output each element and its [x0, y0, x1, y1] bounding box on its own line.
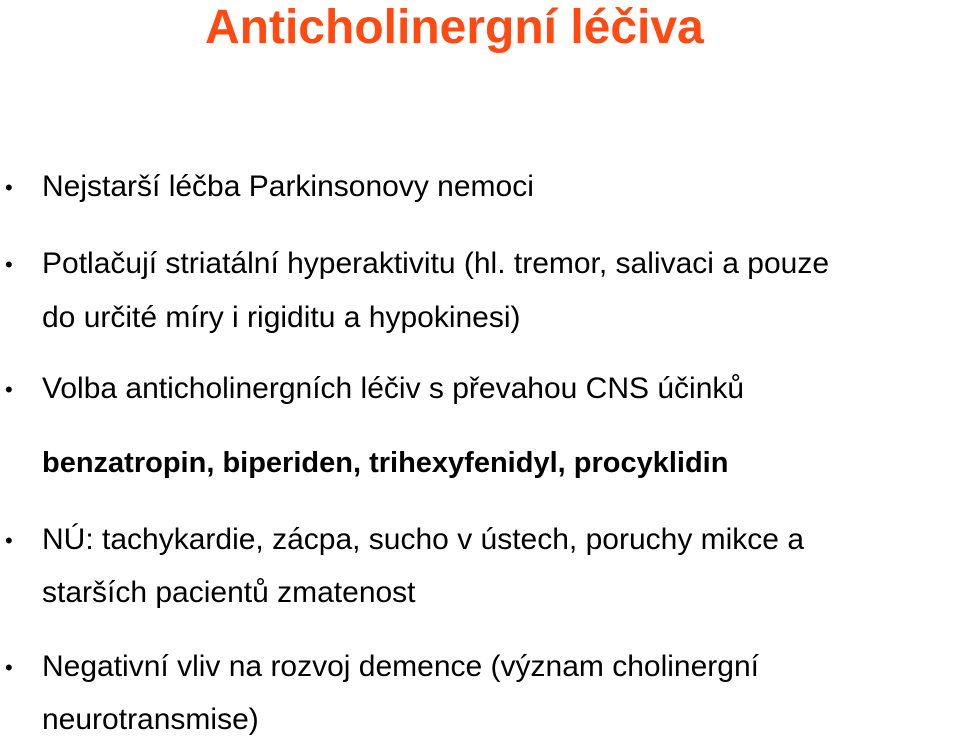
- bullet-text-continuation: neurotransmise): [42, 703, 259, 736]
- bullet-text: Negativní vliv na rozvoj demence (význam cholinergní: [42, 650, 759, 683]
- bullet-text: Volba anticholinergních léčiv s převahou CNS účinků: [42, 372, 745, 405]
- bullet-icon: •: [5, 175, 13, 200]
- bullet-icon: •: [5, 252, 13, 277]
- slide-title: Anticholinergní léčiva: [205, 1, 704, 54]
- bullet-text: Potlačují striatální hyperaktivitu (hl. tremor, salivaci a pouze: [42, 247, 830, 280]
- bullet-text: NÚ: tachykardie, zácpa, sucho v ústech, poruchy mikce a: [42, 523, 805, 556]
- bullet-icon: •: [5, 655, 13, 680]
- bullet-text-continuation: starších pacientů zmatenost: [42, 576, 416, 609]
- drug-list: benzatropin, biperiden, trihexyfenidyl, procyklidin: [42, 447, 729, 479]
- bullet-text: Nejstarší léčba Parkinsonovy nemoci: [42, 170, 534, 203]
- bullet-text-continuation: do určité míry i rigiditu a hypokinesi): [42, 301, 521, 334]
- bullet-icon: •: [5, 377, 13, 402]
- bullet-icon: •: [5, 528, 13, 553]
